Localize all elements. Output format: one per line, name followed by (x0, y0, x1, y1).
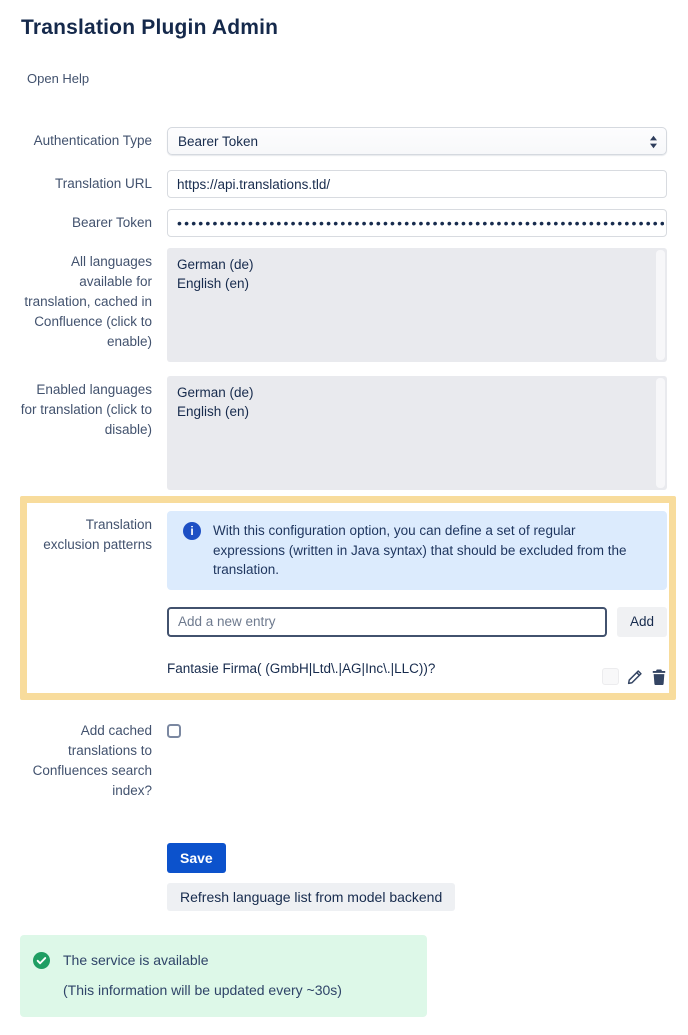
edit-pattern-button[interactable] (626, 668, 644, 686)
search-index-row (20, 717, 667, 801)
exclusion-entry-row (167, 659, 667, 688)
translation-url-row (20, 170, 667, 198)
actions-row (20, 801, 667, 911)
save-button[interactable]: Save (167, 843, 226, 873)
exclusion-info-text: With this configuration option, you can define a set of regular expressions (written in Java syntax) that should be excluded from the translation. (213, 523, 627, 577)
success-check-icon (33, 952, 50, 969)
language-option-german[interactable]: German (de) (177, 385, 254, 400)
bearer-token-label: Bearer Token (71, 215, 152, 230)
search-index-checkbox[interactable] (167, 724, 181, 738)
exclusion-patterns-highlight-section (20, 496, 676, 700)
auth-type-selected-value: Bearer Token (178, 133, 259, 149)
language-option-english[interactable]: English (en) (177, 276, 250, 291)
listbox-scrollbar[interactable] (656, 378, 665, 488)
auth-type-label: Authentication Type (33, 133, 152, 148)
enabled-languages-row (20, 376, 667, 490)
exclusion-entry-actions (602, 668, 667, 686)
listbox-scrollbar[interactable] (656, 250, 665, 360)
exclusion-add-row (167, 607, 667, 637)
language-option-english[interactable]: English (en) (177, 404, 250, 419)
all-languages-listbox[interactable] (167, 248, 667, 362)
translation-url-label: Translation URL (54, 176, 152, 191)
exclusion-pattern-input[interactable] (167, 607, 607, 637)
exclusion-patterns-row (27, 511, 669, 688)
settings-form (20, 127, 667, 911)
delete-pattern-button[interactable] (651, 668, 667, 686)
auth-type-select[interactable] (167, 127, 667, 155)
auth-type-row (20, 127, 667, 155)
exclusion-patterns-label: Translation exclusion patterns (43, 517, 152, 552)
bearer-token-input[interactable] (167, 209, 667, 237)
translation-url-input[interactable] (167, 170, 667, 198)
exclusion-info-message (167, 511, 667, 590)
service-status-box (20, 935, 427, 1017)
all-languages-row (20, 248, 667, 362)
all-languages-label: All languages available for translation, cached in Confluence (click to enable) (24, 254, 152, 349)
add-pattern-button[interactable]: Add (617, 607, 667, 637)
enabled-languages-label: Enabled languages for translation (click to disable) (20, 382, 152, 437)
info-icon: i (183, 522, 201, 540)
trash-icon (651, 674, 667, 689)
pencil-icon (626, 674, 644, 689)
refresh-languages-button[interactable]: Refresh language list from model backend (167, 883, 455, 911)
open-help-link[interactable]: Open Help (27, 71, 90, 86)
enabled-languages-listbox[interactable] (167, 376, 667, 490)
bearer-token-row (20, 209, 667, 237)
service-status-note: (This information will be updated every ~30s) (63, 981, 342, 998)
exclusion-pattern-text: Fantasie Firma( (GmbH|Ltd\.|AG|Inc\.|LLC))? (167, 660, 436, 676)
search-index-label: Add cached translations to Confluences search index? (32, 722, 152, 798)
page-title: Translation Plugin Admin (21, 16, 279, 39)
entry-action-placeholder (602, 668, 619, 685)
service-status-message: The service is available (63, 951, 209, 968)
language-option-german[interactable]: German (de) (177, 257, 254, 272)
select-stepper-icon (649, 135, 658, 149)
